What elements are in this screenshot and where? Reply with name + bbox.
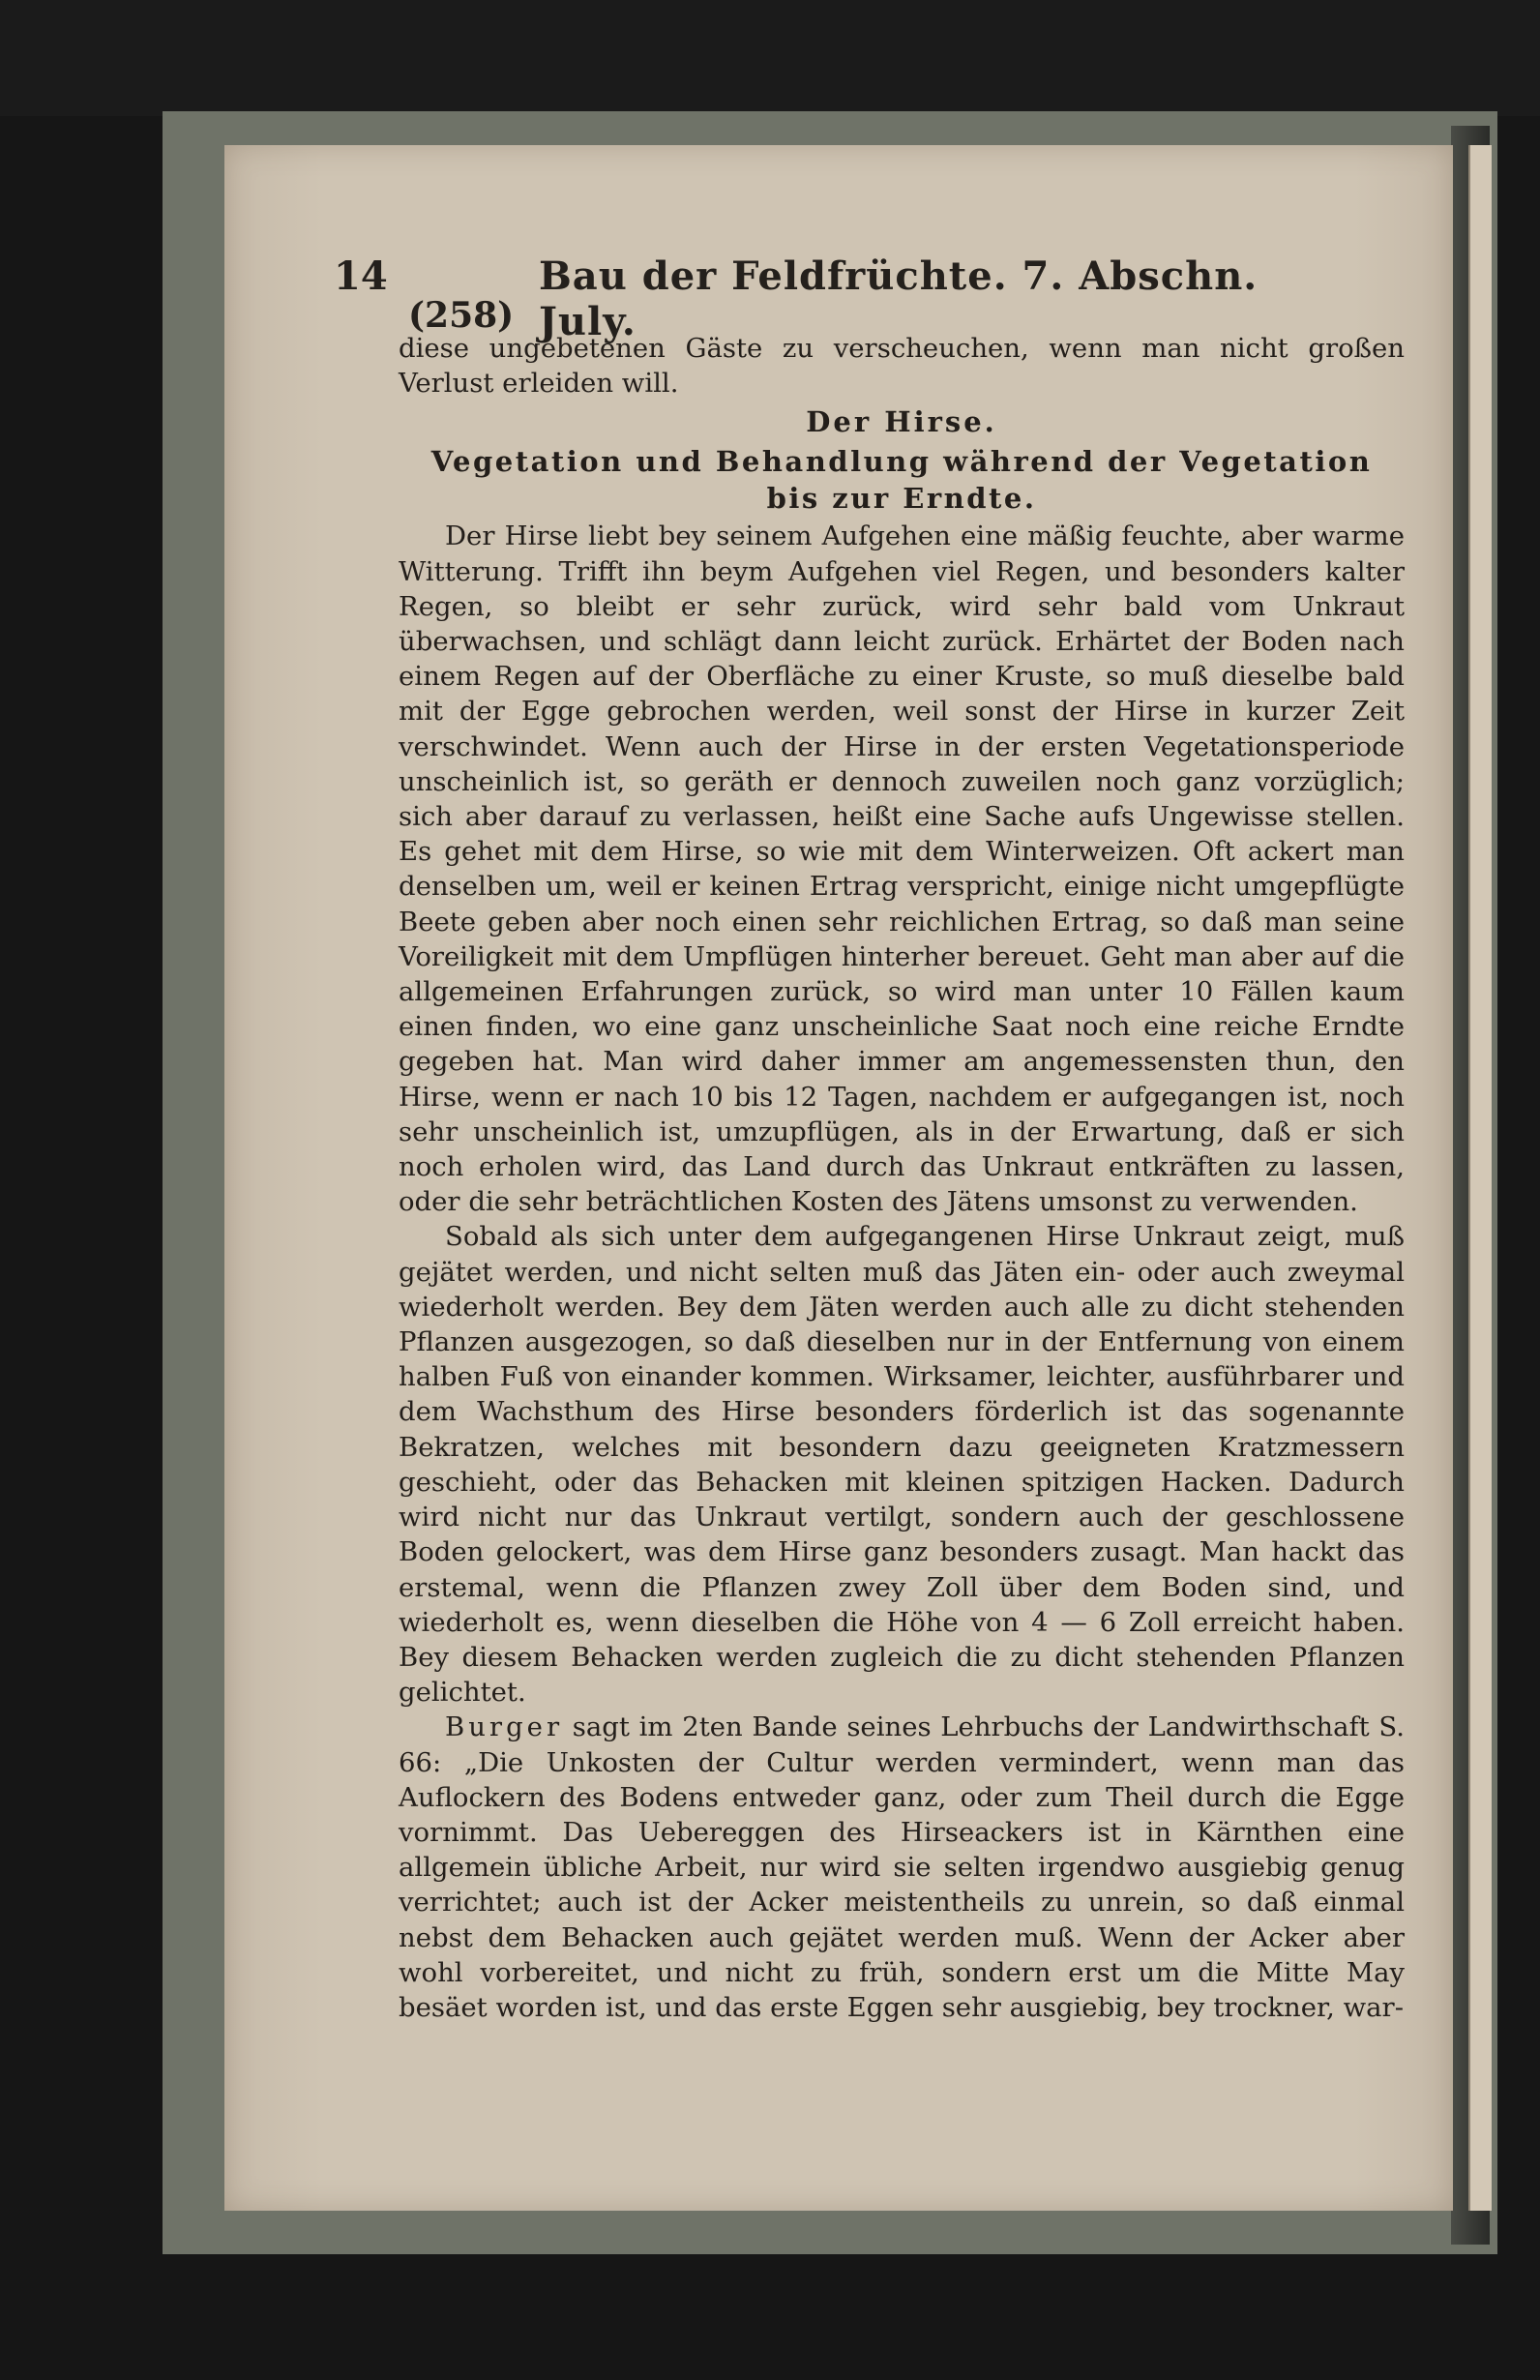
page-number: 14	[334, 253, 388, 299]
section-heading: Der Hirse.	[806, 405, 997, 439]
facing-page-edge	[1468, 145, 1492, 2211]
paragraph-2: Sobald als sich unter dem aufgegangenen Hirse Unkraut zeigt, muß gejätet werden, und nicht selten muß das Jäten ein- oder auch zweymal wiederholt werden. Bey dem Jäten werden auch alle zu dicht stehenden Pflanzen ausgezogen, so daß dieselben nur in der Entfernung von einem halben Fuß von einander kommen. Wirksamer, leichter, ausführbarer und dem Wachsthum des Hirse besonders förderlich ist das sogenannte Bekratzen, welches mit besondern dazu geeigneten Kratzmessern geschieht, oder das Behacken mit kleinen spitzigen Hacken. Dadurch wird nicht nur das Unkraut vertilgt, sondern auch der geschlossene Boden gelockert, was dem Hirse ganz besonders zusagt. Man hackt das erstemal, wenn die Pflanzen zwey Zoll über dem Boden sind, und wiederholt es, wenn dieselben die Höhe von 4 — 6 Zoll erreicht haben. Bey diesem Behacken werden zugleich die zu dicht stehenden Pflanzen gelichtet.	[399, 1221, 1405, 1709]
dark-backdrop	[0, 0, 1540, 116]
page-text	[399, 331, 1405, 2025]
paragraph-continuation: diese ungebetenen Gäste zu verscheuchen, wenn man nicht großen Verlust erleiden will.	[399, 333, 1405, 400]
paragraph-3-text: sagt im 2ten Bande seines Lehrbuchs der Landwirthschaft S. 66: „Die Unkosten der Cultur werden vermindert, wenn man das Auflockern des Bodens entweder ganz, oder zum Theil durch die Egge vornimmt. Das Uebereggen des Hirseackers ist in Kärnthen eine allgemein übliche Arbeit, nur wird sie selten irgendwo ausgiebig genug verrichtet; auch ist der Acker meistentheils zu unrein, so daß einmal nebst dem Behacken auch gejätet werden muß. Wenn der Acker aber wohl vorbereitet, und nicht zu früh, sondern erst um die Mitte May besäet worden ist, und das erste Eggen sehr ausgiebig, bey trockner, war-	[399, 1711, 1405, 2023]
paragraph-1: Der Hirse liebt bey seinem Aufgehen eine mäßig feuchte, aber warme Witterung. Trifft ihn beym Aufgehen viel Regen, und besonders kalter Regen, so bleibt er sehr zurück, wird sehr bald vom Unkraut überwachsen, und schlägt dann leicht zurück. Erhärtet der Boden nach einem Regen auf der Oberfläche zu einer Kruste, so muß dieselbe bald mit der Egge gebrochen werden, weil sonst der Hirse in kurzer Zeit verschwindet. Wenn auch der Hirse in der ersten Vegetationsperiode unscheinlich ist, so geräth er dennoch zuweilen noch ganz vorzüglich; sich aber darauf zu verlassen, heißt eine Sache aufs Ungewisse stellen. Es gehet mit dem Hirse, so wie mit dem Winterweizen. Oft ackert man denselben um, weil er keinen Ertrag verspricht, einige nicht umgepflügte Beete geben aber noch einen sehr reichlichen Ertrag, so daß man seine Voreiligkeit mit dem Umpflügen hinterher bereuet. Geht man aber auf die allgemeinen Erfahrungen zurück, so wird man unter 10 Fällen kaum einen finden, wo eine ganz unscheinliche Saat noch eine reiche Erndte gegeben hat. Man wird daher immer am angemessensten thun, den Hirse, wenn er nach 10 bis 12 Tagen, nachdem er aufgegangen ist, noch sehr unscheinlich ist, umzupflügen, als in der Erwartung, daß er sich noch erholen wird, das Land durch das Unkraut entkräften zu lassen, oder die sehr beträchtlichen Kosten des Jätens umsonst zu verwenden.	[399, 521, 1405, 1218]
section-subheading: Vegetation und Behandlung während der Vegetation bis zur Erndte.	[430, 445, 1373, 516]
paragraph-3	[399, 1710, 1405, 2025]
margin-number: (258)	[408, 295, 515, 336]
author-name: Burger	[445, 1711, 564, 1743]
running-title: Bau der Feldfrüchte. 7. Abschn. July.	[539, 253, 1259, 344]
